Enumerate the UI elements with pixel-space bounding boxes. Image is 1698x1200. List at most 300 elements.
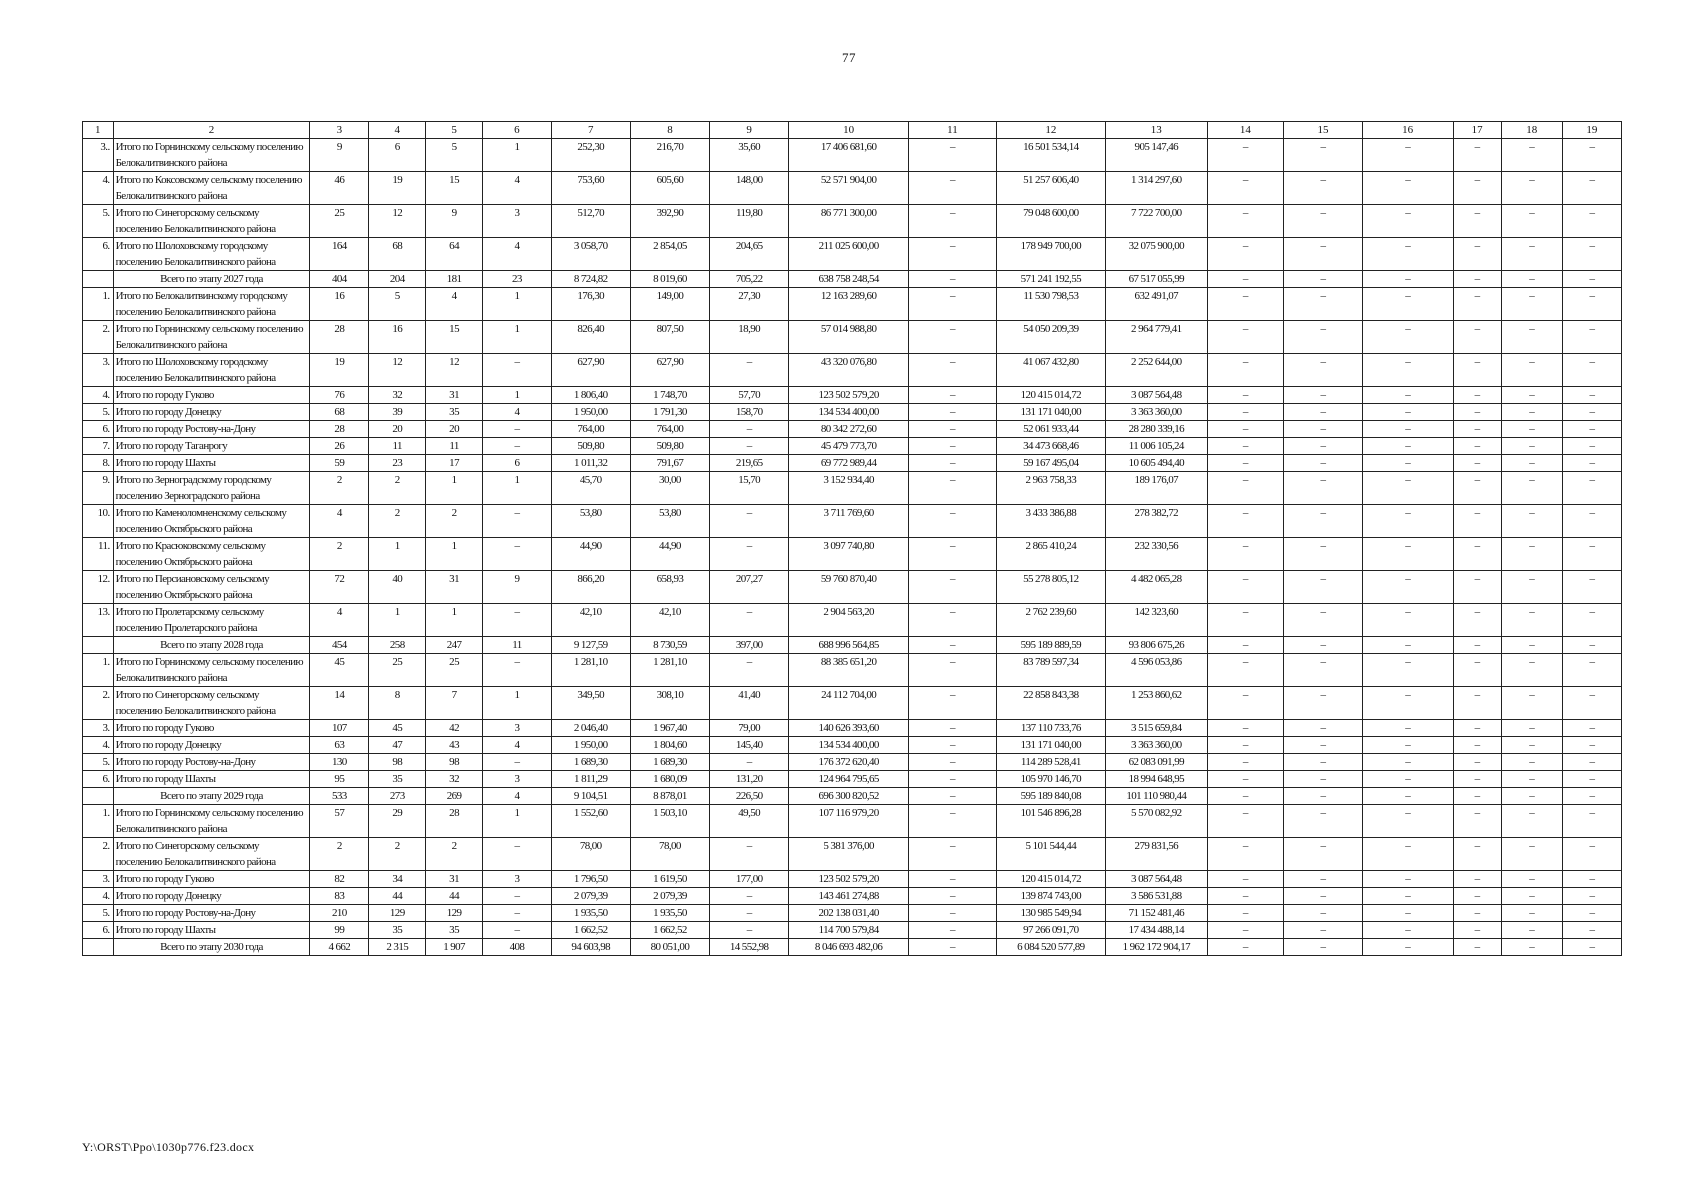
value-cell: –	[1207, 788, 1284, 805]
value-cell: –	[1453, 139, 1501, 172]
value-cell: 59 167 495,04	[996, 455, 1105, 472]
value-cell: 595 189 840,08	[996, 788, 1105, 805]
column-number-header: 3	[310, 122, 369, 139]
column-number-header: 4	[369, 122, 426, 139]
value-cell: 454	[310, 637, 369, 654]
value-cell: –	[1501, 805, 1562, 838]
table-row	[83, 805, 1622, 838]
value-cell: 176 372 620,40	[789, 754, 909, 771]
row-number-cell: 5.	[83, 754, 114, 771]
table-row	[83, 905, 1622, 922]
value-cell: 2 865 410,24	[996, 538, 1105, 571]
value-cell: 826,40	[551, 321, 630, 354]
value-cell: 26	[310, 438, 369, 455]
value-cell: 1	[483, 687, 552, 720]
value-cell: –	[1562, 788, 1621, 805]
value-cell: 120 415 014,72	[996, 871, 1105, 888]
table-row	[83, 505, 1622, 538]
column-number-header: 8	[630, 122, 710, 139]
value-cell: –	[1362, 288, 1453, 321]
value-cell: 57	[310, 805, 369, 838]
value-cell: –	[1284, 505, 1363, 538]
value-cell: 1 314 297,60	[1105, 172, 1207, 205]
value-cell: –	[1207, 172, 1284, 205]
value-cell: 8 046 693 482,06	[789, 939, 909, 956]
value-cell: –	[710, 538, 789, 571]
value-cell: 392,90	[630, 205, 710, 238]
value-cell: –	[1284, 321, 1363, 354]
value-cell: 68	[369, 238, 426, 271]
value-cell: 232 330,56	[1105, 538, 1207, 571]
value-cell: 8	[369, 687, 426, 720]
row-number-cell: 2.	[83, 321, 114, 354]
value-cell: –	[1362, 871, 1453, 888]
row-number-cell: 4.	[83, 172, 114, 205]
value-cell: 93 806 675,26	[1105, 637, 1207, 654]
value-cell: –	[909, 654, 996, 687]
value-cell: 130	[310, 754, 369, 771]
value-cell: 53,80	[630, 505, 710, 538]
value-cell: 3	[483, 771, 552, 788]
value-cell: –	[909, 571, 996, 604]
value-cell: –	[1562, 737, 1621, 754]
value-cell: 28	[426, 805, 483, 838]
value-cell: 94 603,98	[551, 939, 630, 956]
value-cell: 1 907	[426, 939, 483, 956]
value-cell: 14	[310, 687, 369, 720]
row-name-cell: Итого по городу Шахты	[113, 771, 310, 788]
value-cell: 51 257 606,40	[996, 172, 1105, 205]
row-number-cell: 1.	[83, 805, 114, 838]
value-cell: 1	[483, 139, 552, 172]
value-cell: 4	[483, 172, 552, 205]
value-cell: 45	[310, 654, 369, 687]
value-cell: 2 079,39	[630, 888, 710, 905]
value-cell: –	[1207, 571, 1284, 604]
value-cell: –	[1284, 805, 1363, 838]
value-cell: 627,90	[551, 354, 630, 387]
value-cell: –	[1453, 838, 1501, 871]
value-cell: –	[1362, 139, 1453, 172]
value-cell: –	[1562, 654, 1621, 687]
value-cell: –	[1284, 288, 1363, 321]
value-cell: –	[710, 505, 789, 538]
value-cell: –	[1453, 905, 1501, 922]
value-cell: –	[1284, 737, 1363, 754]
value-cell: 2 315	[369, 939, 426, 956]
value-cell: 59	[310, 455, 369, 472]
value-cell: 35,60	[710, 139, 789, 172]
value-cell: –	[1501, 687, 1562, 720]
value-cell: 1 689,30	[551, 754, 630, 771]
value-cell: 98	[369, 754, 426, 771]
value-cell: 2 963 758,33	[996, 472, 1105, 505]
value-cell: –	[483, 438, 552, 455]
value-cell: 3 711 769,60	[789, 505, 909, 538]
value-cell: 72	[310, 571, 369, 604]
value-cell: –	[1284, 139, 1363, 172]
value-cell: –	[1453, 205, 1501, 238]
value-cell: –	[1362, 687, 1453, 720]
row-number-cell	[83, 271, 114, 288]
value-cell: –	[909, 238, 996, 271]
value-cell: 1	[369, 604, 426, 637]
value-cell: 2 079,39	[551, 888, 630, 905]
value-cell: 10 605 494,40	[1105, 455, 1207, 472]
value-cell: –	[1501, 637, 1562, 654]
value-cell: –	[909, 387, 996, 404]
value-cell: –	[1501, 754, 1562, 771]
value-cell: 8 878,01	[630, 788, 710, 805]
value-cell: 32	[426, 771, 483, 788]
value-cell: –	[483, 838, 552, 871]
value-cell: –	[1562, 438, 1621, 455]
value-cell: 28	[310, 421, 369, 438]
value-cell: –	[1207, 687, 1284, 720]
row-number-cell	[83, 939, 114, 956]
value-cell: 7	[426, 687, 483, 720]
value-cell: –	[1362, 654, 1453, 687]
table-row	[83, 139, 1622, 172]
value-cell: 4	[483, 788, 552, 805]
value-cell: –	[1284, 939, 1363, 956]
row-number-cell: 11.	[83, 538, 114, 571]
table-row	[83, 455, 1622, 472]
value-cell: –	[1284, 788, 1363, 805]
value-cell: 4	[426, 288, 483, 321]
stage-total-row	[83, 939, 1622, 956]
value-cell: 148,00	[710, 172, 789, 205]
value-cell: –	[909, 737, 996, 754]
value-cell: 52 571 904,00	[789, 172, 909, 205]
value-cell: –	[1453, 805, 1501, 838]
value-cell: 42,10	[551, 604, 630, 637]
value-cell: –	[1362, 271, 1453, 288]
value-cell: –	[909, 939, 996, 956]
column-number-header: 9	[710, 122, 789, 139]
value-cell: 7 722 700,00	[1105, 205, 1207, 238]
value-cell: –	[1362, 421, 1453, 438]
value-cell: 28 280 339,16	[1105, 421, 1207, 438]
value-cell: 3 586 531,88	[1105, 888, 1207, 905]
value-cell: 44,90	[551, 538, 630, 571]
value-cell: –	[1284, 354, 1363, 387]
table-row	[83, 172, 1622, 205]
value-cell: –	[1453, 421, 1501, 438]
footer-file-path: Y:\ORST\Ppo\1030p776.f23.docx	[82, 1140, 255, 1154]
value-cell: –	[1362, 922, 1453, 939]
row-number-cell: 6.	[83, 238, 114, 271]
value-cell: 83 789 597,34	[996, 654, 1105, 687]
value-cell: 46	[310, 172, 369, 205]
value-cell: 119,80	[710, 205, 789, 238]
value-cell: 131,20	[710, 771, 789, 788]
value-cell: –	[1362, 838, 1453, 871]
row-name-cell: Итого по Зерноградскому городскому поселению Зерноградского района	[113, 472, 310, 505]
value-cell: –	[1453, 604, 1501, 637]
value-cell: 140 626 393,60	[789, 720, 909, 737]
row-number-cell: 6.	[83, 421, 114, 438]
value-cell: 17 406 681,60	[789, 139, 909, 172]
value-cell: 252,30	[551, 139, 630, 172]
value-cell: –	[1362, 455, 1453, 472]
table-row	[83, 438, 1622, 455]
value-cell: 1 796,50	[551, 871, 630, 888]
value-cell: 64	[426, 238, 483, 271]
value-cell: –	[1284, 387, 1363, 404]
value-cell: –	[1453, 687, 1501, 720]
value-cell: 1 748,70	[630, 387, 710, 404]
value-cell: –	[1501, 271, 1562, 288]
value-cell: 2 252 644,00	[1105, 354, 1207, 387]
value-cell: –	[1501, 472, 1562, 505]
value-cell: –	[1284, 404, 1363, 421]
value-cell: –	[1501, 205, 1562, 238]
value-cell: –	[1501, 455, 1562, 472]
value-cell: –	[1562, 754, 1621, 771]
column-number-header: 10	[789, 122, 909, 139]
value-cell: 27,30	[710, 288, 789, 321]
row-name-cell: Всего по этапу 2028 года	[113, 637, 310, 654]
value-cell: 404	[310, 271, 369, 288]
value-cell: 1 011,32	[551, 455, 630, 472]
value-cell: –	[1362, 788, 1453, 805]
value-cell: 101 110 980,44	[1105, 788, 1207, 805]
value-cell: –	[710, 838, 789, 871]
value-cell: 34 473 668,46	[996, 438, 1105, 455]
value-cell: 308,10	[630, 687, 710, 720]
value-cell: –	[1453, 771, 1501, 788]
value-cell: –	[909, 172, 996, 205]
value-cell: –	[1453, 871, 1501, 888]
value-cell: –	[1453, 238, 1501, 271]
value-cell: –	[1453, 455, 1501, 472]
stage-total-row	[83, 637, 1622, 654]
row-name-cell: Итого по Горнинскому сельскому поселению Белокалитвинского района	[113, 321, 310, 354]
value-cell: 80 051,00	[630, 939, 710, 956]
value-cell: 5 381 376,00	[789, 838, 909, 871]
value-cell: 1	[426, 538, 483, 571]
value-cell: 45	[369, 720, 426, 737]
value-cell: 45 479 773,70	[789, 438, 909, 455]
value-cell: 42,10	[630, 604, 710, 637]
value-cell: 4 482 065,28	[1105, 571, 1207, 604]
table-row	[83, 654, 1622, 687]
value-cell: 204	[369, 271, 426, 288]
row-number-cell	[83, 788, 114, 805]
value-cell: 79,00	[710, 720, 789, 737]
value-cell: 202 138 031,40	[789, 905, 909, 922]
row-name-cell: Итого по Коксовскому сельскому поселению Белокалитвинского района	[113, 172, 310, 205]
table-row	[83, 387, 1622, 404]
value-cell: –	[1207, 421, 1284, 438]
value-cell: 9	[483, 571, 552, 604]
value-cell: –	[1562, 687, 1621, 720]
value-cell: –	[1207, 205, 1284, 238]
value-cell: 1	[483, 321, 552, 354]
value-cell: 204,65	[710, 238, 789, 271]
value-cell: 1 281,10	[630, 654, 710, 687]
value-cell: 114 700 579,84	[789, 922, 909, 939]
value-cell: 2	[426, 838, 483, 871]
value-cell: 9	[310, 139, 369, 172]
value-cell: –	[1562, 472, 1621, 505]
value-cell: 24 112 704,00	[789, 687, 909, 720]
value-cell: –	[1501, 737, 1562, 754]
value-cell: 78,00	[551, 838, 630, 871]
value-cell: –	[1207, 321, 1284, 354]
value-cell: 1 689,30	[630, 754, 710, 771]
value-cell: –	[1284, 637, 1363, 654]
value-cell: 2 854,05	[630, 238, 710, 271]
row-number-cell: 13.	[83, 604, 114, 637]
value-cell: 79 048 600,00	[996, 205, 1105, 238]
value-cell: 226,50	[710, 788, 789, 805]
value-cell: 12	[369, 354, 426, 387]
value-cell: –	[483, 754, 552, 771]
value-cell: –	[1501, 888, 1562, 905]
value-cell: 11	[483, 637, 552, 654]
value-cell: –	[1284, 871, 1363, 888]
value-cell: 1 253 860,62	[1105, 687, 1207, 720]
row-number-cell: 3.	[83, 871, 114, 888]
value-cell: 2	[426, 505, 483, 538]
value-cell: –	[1284, 604, 1363, 637]
value-cell: 595 189 889,59	[996, 637, 1105, 654]
value-cell: 11 530 798,53	[996, 288, 1105, 321]
value-cell: 49,50	[710, 805, 789, 838]
value-cell: –	[1501, 404, 1562, 421]
table-row	[83, 737, 1622, 754]
value-cell: –	[1562, 922, 1621, 939]
value-cell: 31	[426, 571, 483, 604]
value-cell: 753,60	[551, 172, 630, 205]
table-row	[83, 687, 1622, 720]
value-cell: –	[1453, 737, 1501, 754]
value-cell: 2 762 239,60	[996, 604, 1105, 637]
value-cell: –	[1207, 354, 1284, 387]
value-cell: 32 075 900,00	[1105, 238, 1207, 271]
value-cell: 35	[369, 922, 426, 939]
value-cell: 1 950,00	[551, 404, 630, 421]
value-cell: 83	[310, 888, 369, 905]
value-cell: –	[1207, 438, 1284, 455]
value-cell: 247	[426, 637, 483, 654]
row-number-cell: 9.	[83, 472, 114, 505]
row-name-cell: Итого по Горнинскому сельскому поселению Белокалитвинского района	[113, 654, 310, 687]
value-cell: 216,70	[630, 139, 710, 172]
value-cell: –	[1362, 321, 1453, 354]
value-cell: 2	[369, 472, 426, 505]
table-row	[83, 404, 1622, 421]
value-cell: –	[1207, 720, 1284, 737]
value-cell: 8 730,59	[630, 637, 710, 654]
value-cell: –	[909, 604, 996, 637]
value-cell: 123 502 579,20	[789, 871, 909, 888]
value-cell: –	[1284, 238, 1363, 271]
value-cell: –	[1501, 871, 1562, 888]
value-cell: 129	[369, 905, 426, 922]
stage-total-row	[83, 271, 1622, 288]
value-cell: 1 552,60	[551, 805, 630, 838]
column-number-header: 12	[996, 122, 1105, 139]
value-cell: 95	[310, 771, 369, 788]
value-cell: 2	[369, 838, 426, 871]
value-cell: –	[1501, 905, 1562, 922]
value-cell: 97 266 091,70	[996, 922, 1105, 939]
value-cell: –	[909, 472, 996, 505]
value-cell: –	[1562, 321, 1621, 354]
value-cell: –	[1501, 387, 1562, 404]
value-cell: –	[483, 421, 552, 438]
value-cell: 688 996 564,85	[789, 637, 909, 654]
value-cell: 632 491,07	[1105, 288, 1207, 321]
value-cell: 3 152 934,40	[789, 472, 909, 505]
value-cell: 44	[426, 888, 483, 905]
value-cell: 11	[426, 438, 483, 455]
value-cell: 1 503,10	[630, 805, 710, 838]
value-cell: –	[1562, 771, 1621, 788]
row-number-cell: 2.	[83, 687, 114, 720]
value-cell: 3	[483, 871, 552, 888]
value-cell: 176,30	[551, 288, 630, 321]
value-cell: 35	[369, 771, 426, 788]
value-cell: 512,70	[551, 205, 630, 238]
value-cell: –	[1207, 838, 1284, 871]
row-name-cell: Итого по городу Шахты	[113, 455, 310, 472]
value-cell: 11	[369, 438, 426, 455]
value-cell: –	[1362, 805, 1453, 838]
value-cell: –	[710, 354, 789, 387]
value-cell: 86 771 300,00	[789, 205, 909, 238]
value-cell: –	[710, 604, 789, 637]
value-cell: –	[1284, 571, 1363, 604]
value-cell: –	[1362, 238, 1453, 271]
header-row	[83, 122, 1622, 139]
value-cell: 16	[369, 321, 426, 354]
value-cell: –	[1362, 505, 1453, 538]
value-cell: 1	[426, 472, 483, 505]
value-cell: –	[1362, 939, 1453, 956]
value-cell: –	[1284, 838, 1363, 871]
value-cell: –	[1362, 387, 1453, 404]
value-cell: 349,50	[551, 687, 630, 720]
value-cell: 1 806,40	[551, 387, 630, 404]
row-number-cell: 6.	[83, 922, 114, 939]
column-number-header: 5	[426, 122, 483, 139]
value-cell: –	[1453, 922, 1501, 939]
value-cell: 34	[369, 871, 426, 888]
value-cell: –	[909, 139, 996, 172]
value-cell: 71 152 481,46	[1105, 905, 1207, 922]
value-cell: 1 662,52	[630, 922, 710, 939]
value-cell: 88 385 651,20	[789, 654, 909, 687]
value-cell: –	[1562, 404, 1621, 421]
value-cell: 123 502 579,20	[789, 387, 909, 404]
value-cell: –	[710, 754, 789, 771]
value-cell: –	[1562, 387, 1621, 404]
value-cell: –	[909, 905, 996, 922]
value-cell: –	[1207, 654, 1284, 687]
value-cell: –	[1562, 354, 1621, 387]
value-cell: –	[1562, 805, 1621, 838]
value-cell: –	[1562, 288, 1621, 321]
value-cell: 4 596 053,86	[1105, 654, 1207, 687]
value-cell: 105 970 146,70	[996, 771, 1105, 788]
row-name-cell: Итого по городу Гуково	[113, 387, 310, 404]
value-cell: 30,00	[630, 472, 710, 505]
value-cell: 509,80	[551, 438, 630, 455]
